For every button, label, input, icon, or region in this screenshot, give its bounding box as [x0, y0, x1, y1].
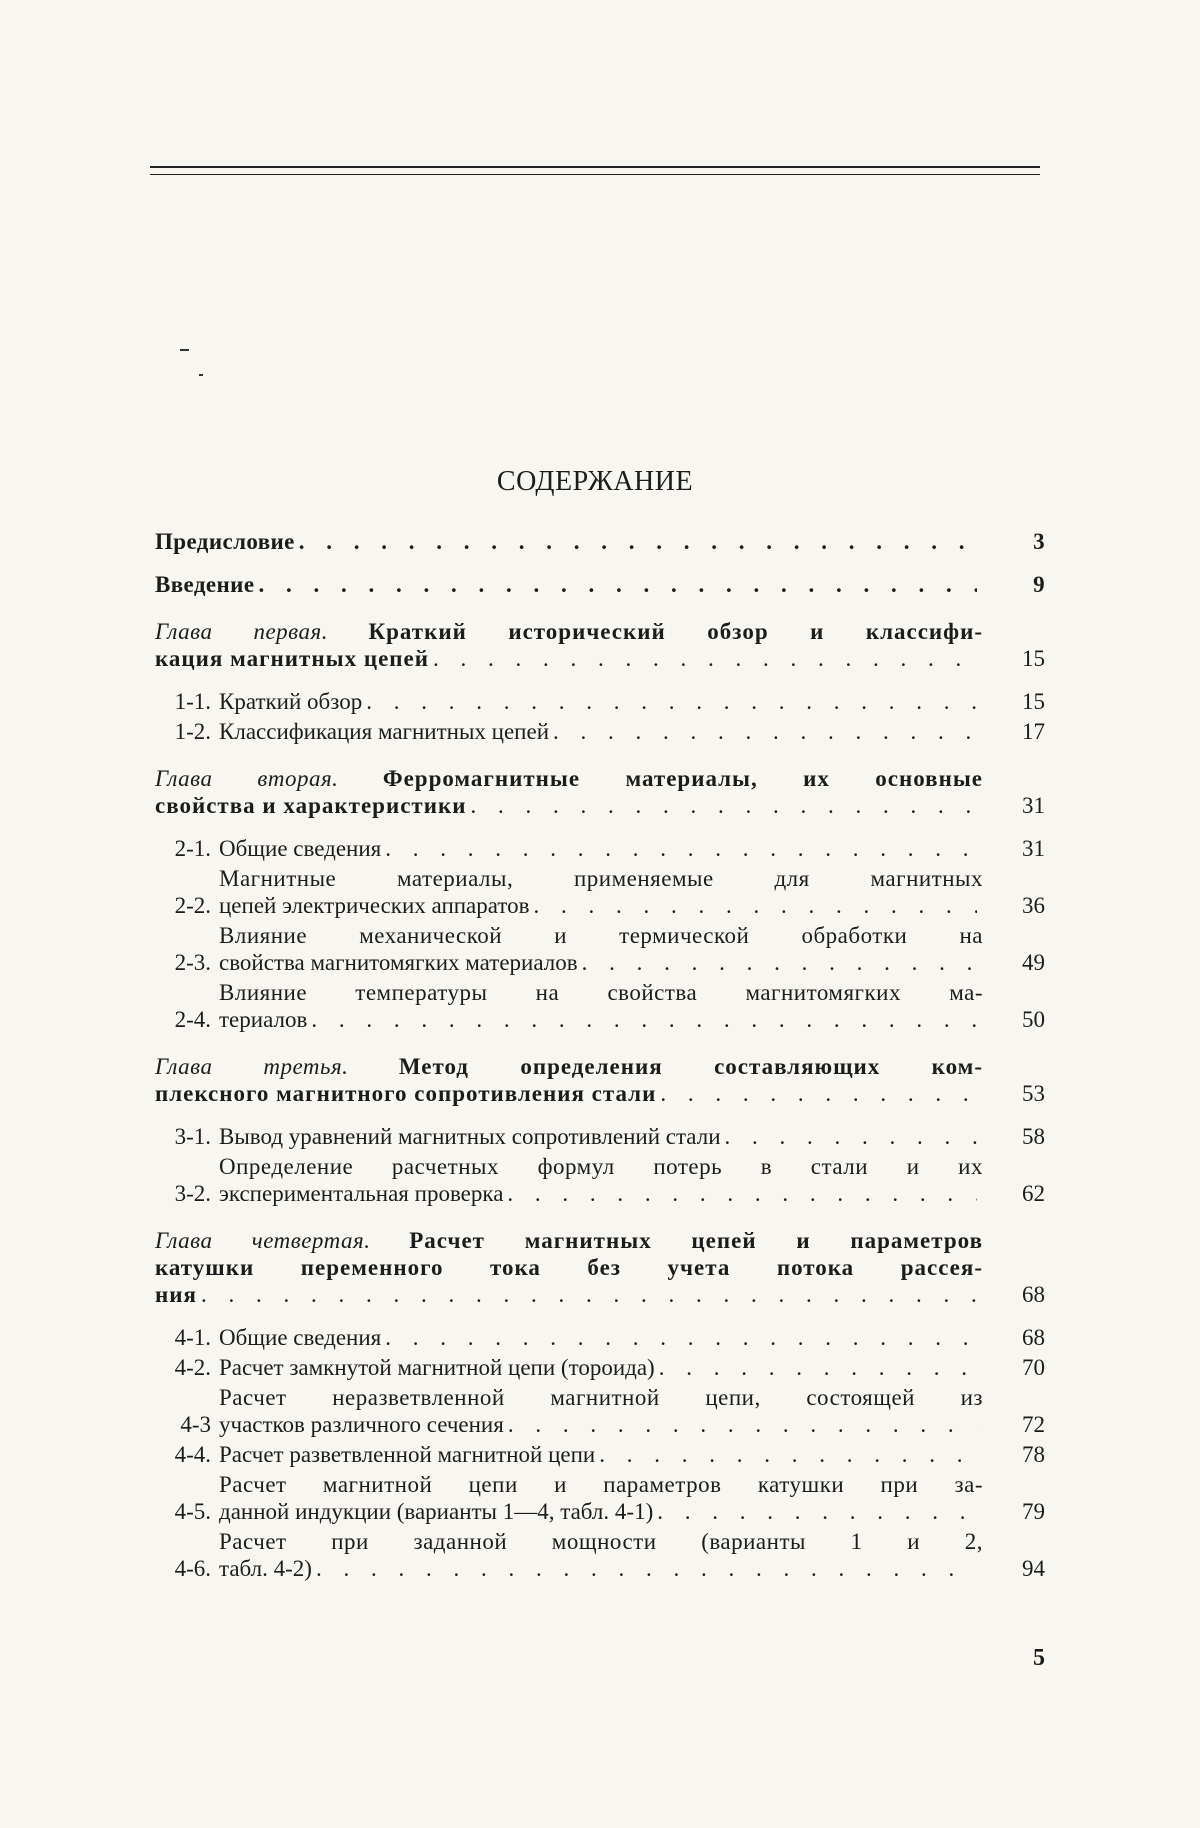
dot-leader: [507, 1180, 977, 1207]
toc-page-number: 31: [1022, 793, 1045, 818]
section-title-line: Расчет при заданной мощности (варианты 1 и 2,: [219, 1529, 983, 1554]
dot-leader: [657, 1498, 977, 1525]
section-number: 3-1.: [174, 1124, 211, 1149]
dot-leader: [385, 1324, 977, 1351]
section-title-line: Расчет магнитной цепи и параметров катушки при за-: [219, 1472, 983, 1497]
section-title-last: данной индукции (варианты 1—4, табл. 4-1): [219, 1499, 654, 1524]
section-title-line: Магнитные материалы, применяемые для магнитных: [219, 866, 983, 891]
dot-leader: [508, 1411, 977, 1438]
dot-leader: [553, 718, 977, 745]
section-number: 1-1.: [174, 689, 211, 714]
leader-line: [219, 1411, 983, 1438]
section-entry-body: [219, 1471, 983, 1525]
leader-line: [219, 1006, 983, 1033]
table-of-contents: [155, 528, 1045, 1600]
section-entry-body: [219, 1384, 983, 1438]
section-number: 4-4.: [174, 1442, 211, 1467]
section-entry-body: [219, 1324, 983, 1351]
chapter-title-line: [155, 1053, 983, 1080]
section-entry-body: [219, 688, 983, 715]
toc-page-number: 49: [1022, 950, 1045, 975]
chapter-title-last: [155, 792, 466, 819]
section-title-last: табл. 4-2): [219, 1556, 312, 1581]
toc-page-number: 78: [1022, 1442, 1045, 1467]
section-entry-body: [219, 1354, 983, 1381]
toc-page-number: 53: [1022, 1081, 1045, 1106]
toc-page-number: 62: [1022, 1181, 1045, 1206]
section-number: 4-3: [180, 1412, 211, 1437]
section-entry: [155, 865, 1045, 919]
toc-page-number: 3: [1033, 529, 1045, 554]
chapter-title: кация магнитных цепей: [155, 646, 429, 671]
toc-page-number: 15: [1022, 646, 1045, 671]
section-number: 2-4.: [174, 1007, 211, 1032]
chapter-title-last: [155, 645, 429, 672]
toc-page-number: 58: [1022, 1124, 1045, 1149]
chapter-title: Ферромагнитные материалы, их основные: [382, 766, 984, 791]
chapter-entry: [155, 618, 1045, 672]
section-entry-body: [219, 1153, 983, 1207]
toc-page-number: 72: [1022, 1412, 1045, 1437]
section-title-last: Краткий обзор: [219, 689, 363, 714]
toc-page-number: 9: [1033, 572, 1045, 597]
toc-page-number: 79: [1022, 1499, 1045, 1524]
chapter-entry-body: [155, 1053, 983, 1107]
dot-leader: [201, 1281, 977, 1308]
chapter-entry: [155, 1053, 1045, 1107]
section-entry-body: [219, 1123, 983, 1150]
leader-line: [219, 1498, 983, 1525]
section-title-last: Вывод уравнений магнитных сопротивлений стали: [219, 1124, 721, 1149]
section-title-last: Общие сведения: [219, 836, 382, 861]
section-entry: [155, 1324, 1045, 1351]
toc-entry-title: Введение: [155, 572, 255, 597]
leader-line: [155, 792, 983, 819]
section-title-last: участков различного сечения: [219, 1412, 504, 1437]
section-title-last: Общие сведения: [219, 1325, 382, 1350]
top-rule: [150, 166, 1040, 168]
leader-line: [219, 1123, 983, 1150]
dot-leader: [534, 892, 978, 919]
top-rule-thin: [150, 174, 1040, 175]
section-number: 1-2.: [174, 719, 211, 744]
print-mark: [180, 349, 189, 351]
section-entry: [155, 1384, 1045, 1438]
dot-leader: [385, 835, 977, 862]
toc-page-number: 17: [1022, 719, 1045, 744]
leader-line: [155, 528, 983, 555]
toc-page-number: 50: [1022, 1007, 1045, 1032]
leader-line: [219, 688, 983, 715]
section-number: 2-3.: [174, 950, 211, 975]
dot-leader: [582, 949, 977, 976]
section-title-last: Расчет замкнутой магнитной цепи (тороида): [219, 1355, 655, 1380]
dot-leader: [599, 1441, 977, 1468]
chapter-title-last: [155, 1080, 656, 1107]
section-entry: [155, 1354, 1045, 1381]
leader-line: [219, 835, 983, 862]
leader-line: [219, 949, 983, 976]
chapter-title-line: [155, 618, 983, 645]
section-number: 4-6.: [174, 1556, 211, 1581]
chapter-label: Глава третья.: [155, 1054, 349, 1079]
chapter-title-last: [155, 1281, 197, 1308]
section-title-last: Классификация магнитных цепей: [219, 719, 550, 744]
toc-page-number: 15: [1022, 689, 1045, 714]
toc-page-number: 31: [1022, 836, 1045, 861]
leader-line: [155, 1080, 983, 1107]
toc-entry: [155, 571, 1045, 598]
toc-page-number: 94: [1022, 1556, 1045, 1581]
dot-leader: [433, 645, 977, 672]
section-entry-body: [219, 718, 983, 745]
chapter-title: Метод определения составляющих ком-: [398, 1054, 984, 1079]
chapter-label: Глава первая.: [155, 619, 328, 644]
section-entry-body: [219, 1528, 983, 1582]
section-entry-body: [219, 865, 983, 919]
leader-line: [219, 718, 983, 745]
toc-entry: [155, 528, 1045, 555]
section-number: 4-5.: [174, 1499, 211, 1524]
chapter-title: Краткий исторический обзор и классифи-: [368, 619, 983, 644]
chapter-title: свойства и характеристики: [155, 793, 467, 818]
section-number: 2-1.: [174, 836, 211, 861]
section-number: 2-2.: [174, 893, 211, 918]
section-entry: [155, 1528, 1045, 1582]
chapter-title-line: [155, 1227, 983, 1254]
toc-entry-body: [155, 528, 983, 555]
chapter-entry-body: [155, 618, 983, 672]
chapter-entry: [155, 1227, 1045, 1308]
section-number: 4-2.: [174, 1355, 211, 1380]
section-entry: [155, 979, 1045, 1033]
chapter-title-line: [155, 765, 983, 792]
leader-line: [155, 1281, 983, 1308]
section-entry: [155, 1441, 1045, 1468]
contents-heading: СОДЕРЖАНИЕ: [496, 466, 694, 497]
section-entry-body: [219, 922, 983, 976]
leader-line: [219, 1180, 983, 1207]
section-title-line: Расчет неразветвленной магнитной цепи, состоящей из: [219, 1385, 983, 1410]
chapter-title: плексного магнитного сопротивления стали: [155, 1081, 657, 1106]
chapter-entry: [155, 765, 1045, 819]
leader-line: [155, 645, 983, 672]
section-title-last: свойства магнитомягких материалов: [219, 950, 578, 975]
section-entry-body: [219, 979, 983, 1033]
leader-line: [219, 892, 983, 919]
page-number: 5: [1033, 1645, 1045, 1671]
section-entry: [155, 718, 1045, 745]
section-entry: [155, 688, 1045, 715]
toc-page-number: 68: [1022, 1282, 1045, 1307]
dot-leader: [316, 1555, 977, 1582]
dot-leader: [660, 1080, 977, 1107]
section-entry: [155, 1153, 1045, 1207]
toc-entry-body: [155, 571, 983, 598]
leader-line: [155, 571, 983, 598]
print-mark: [199, 374, 203, 376]
dot-leader: [725, 1123, 978, 1150]
toc-page-number: 70: [1022, 1355, 1045, 1380]
toc-page-number: 68: [1022, 1325, 1045, 1350]
section-entry-body: [219, 835, 983, 862]
chapter-entry-body: [155, 1227, 983, 1308]
section-title-last: териалов: [219, 1007, 308, 1032]
leader-line: [219, 1354, 983, 1381]
chapter-title: ния: [155, 1282, 197, 1307]
section-entry: [155, 1123, 1045, 1150]
chapter-label: Глава вторая.: [155, 766, 339, 791]
dot-leader: [470, 792, 977, 819]
chapter-label: Глава четвертая.: [155, 1228, 371, 1253]
leader-line: [219, 1324, 983, 1351]
leader-line: [219, 1441, 983, 1468]
dot-leader: [659, 1354, 977, 1381]
section-title-line: Влияние механической и термической обработки на: [219, 923, 983, 948]
chapter-title-line: [155, 1254, 983, 1281]
section-title-line: Определение расчетных формул потерь в стали и их: [219, 1154, 983, 1179]
section-title-line: Влияние температуры на свойства магнитомягких ма-: [219, 980, 983, 1005]
dot-leader: [258, 571, 977, 598]
section-title-last: Расчет разветвленной магнитной цепи: [219, 1442, 596, 1467]
section-entry-body: [219, 1441, 983, 1468]
chapter-entry-body: [155, 765, 983, 819]
section-number: 3-2.: [174, 1181, 211, 1206]
dot-leader: [299, 528, 977, 555]
section-title-last: экспериментальная проверка: [219, 1181, 504, 1206]
chapter-title: Расчет магнитных цепей и параметров: [409, 1228, 983, 1253]
dot-leader: [366, 688, 977, 715]
section-entry: [155, 835, 1045, 862]
dot-leader: [311, 1006, 977, 1033]
chapter-title: катушки переменного тока без учета потока рассея-: [155, 1255, 983, 1280]
leader-line: [219, 1555, 983, 1582]
section-title-last: цепей электрических аппаратов: [219, 893, 530, 918]
toc-entry-title: Предисловие: [155, 529, 295, 554]
section-number: 4-1.: [174, 1325, 211, 1350]
section-entry: [155, 1471, 1045, 1525]
toc-page-number: 36: [1022, 893, 1045, 918]
section-entry: [155, 922, 1045, 976]
